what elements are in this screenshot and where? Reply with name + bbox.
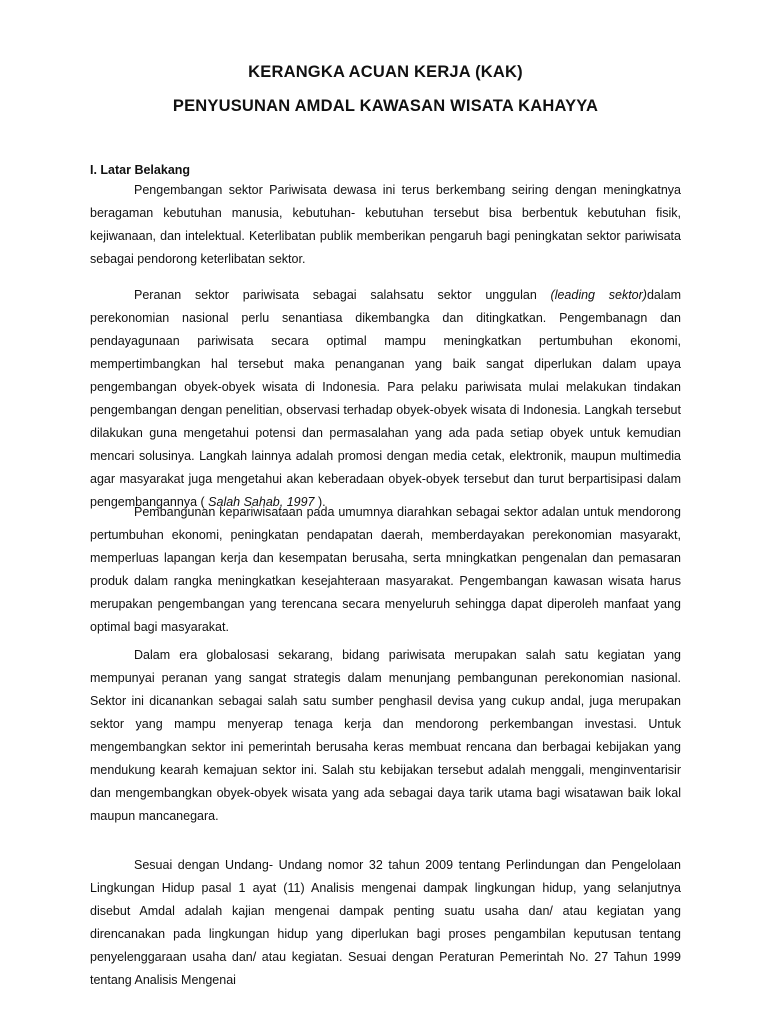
paragraph-2-text-c: ). xyxy=(314,495,326,509)
paragraph-2-text-a: Peranan sektor pariwisata sebagai salahsatu sektor unggulan xyxy=(134,288,551,302)
paragraph-4: Dalam era globalosasi sekarang, bidang pariwisata merupakan salah satu kegiatan yang mempunyai peranan yang sangat strategis dalam menunjang pembangunan perekonomian nasional. Sektor ini dicanankan sebagai salah satu sumber penghasil devisa yang cukup andal, juga merupakan sektor yang mampu menyerap tenaga kerja dan mendorong perkembangan investasi. Untuk mengembangkan sektor ini pemerintah berusaha keras membuat rencana dan berbagai kebijakan yang mendukung kearah kemajuan sektor ini. Salah stu kebijakan tersebut adalah menggali, menginventarisir dan mengembangkan obyek-obyek wisata yang ada sebagai daya tarik utama bagi wisatawan baik lokal maupun mancanegara. xyxy=(90,648,681,823)
paragraph-2 xyxy=(90,284,681,514)
document-page xyxy=(90,0,681,1024)
paragraph-5: Sesuai dengan Undang- Undang nomor 32 tahun 2009 tentang Perlindungan dan Pengelolaan Lingkungan Hidup pasal 1 ayat (11) Analisis mengenai dampak lingkungan hidup, yang selanjutnya disebut Amdal adalah kajian mengenai dampak penting suatu usaha dan/ atau kegiatan yang direncanakan pada lingkungan hidup yang diperlukan bagi proses pengambilan keputusan tentang penyelenggaraan usaha dan/ atau kegiatan. Sesuai dengan Peraturan Pemerintah No. 27 Tahun 1999 tentang Analisis Mengenai xyxy=(90,858,681,987)
section-heading: I. Latar Belakang xyxy=(90,163,191,177)
paragraph-2-text-b: dalam perekonomian nasional perlu senantiasa dikembangka dan ditingkatkan. Pengembanagn dan pendayagunaan pariwisata secara optimal mampu meningkatkan pertumbuhan ekonomi, mempertimbangkan hal tersebut maka penanganan yang baik sangat diperlukan dalam upaya pengembangan obyek-obyek wisata di Indonesia. Para pelaku pariwisata mulai melakukan tindakan pengembangan dengan penelitian, observasi terhadap obyek-obyek wisata di Indonesia. Langkah tersebut dilakukan guna mengetahui potensi dan permasalahan yang ada pada setiap obyek untuk kemudian mencari solusinya. Langkah lainnya adalah promosi dengan media cetak, elektronik, maupun multimedia agar masyarakat juga mengetahui akan keberadaan obyek-obyek tersebut dan turut berpartisipasi dalam pengembangannya ( xyxy=(90,288,681,509)
document-subtitle: PENYUSUNAN AMDAL KAWASAN WISATA KAHAYYA xyxy=(172,97,599,115)
paragraph-1: Pengembangan sektor Pariwisata dewasa ini terus berkembang seiring dengan meningkatnya beragaman kebutuhan manusia, kebutuhan- kebutuhan tersebut bisa berbentuk kebutuhan fisik, kejiwanaan, dan intelektual. Keterlibatan publik memberikan pengaruh bagi peningkatan sektor pariwisata sebagai pendorong keterlibatan sektor. xyxy=(90,183,681,266)
document-title: KERANGKA ACUAN KERJA (KAK) xyxy=(248,63,523,81)
paragraph-3: Pembangunan kepariwisataan pada umumnya diarahkan sebagai sektor adalan untuk mendorong pertumbuhan ekonomi, peningkatan pendapatan daerah, memberdayakan perekonomian masyarakt, memperluas lapangan kerja dan kesempatan berusaha, serta mningkatkan pengenalan dan pemasaran produk dalam rangka meningkatkan kesejahteraan masyarakat. Pengembangan kawasan wisata harus merupakan pengembangan yang terencana secara menyeluruh sehingga dapat diperoleh manfaat yang optimal bagi masyarakat. xyxy=(90,505,681,634)
paragraph-2-italic-term: (leading sektor) xyxy=(550,288,647,302)
paragraph-2-citation: Salah Sahab, 1997 xyxy=(208,495,315,509)
